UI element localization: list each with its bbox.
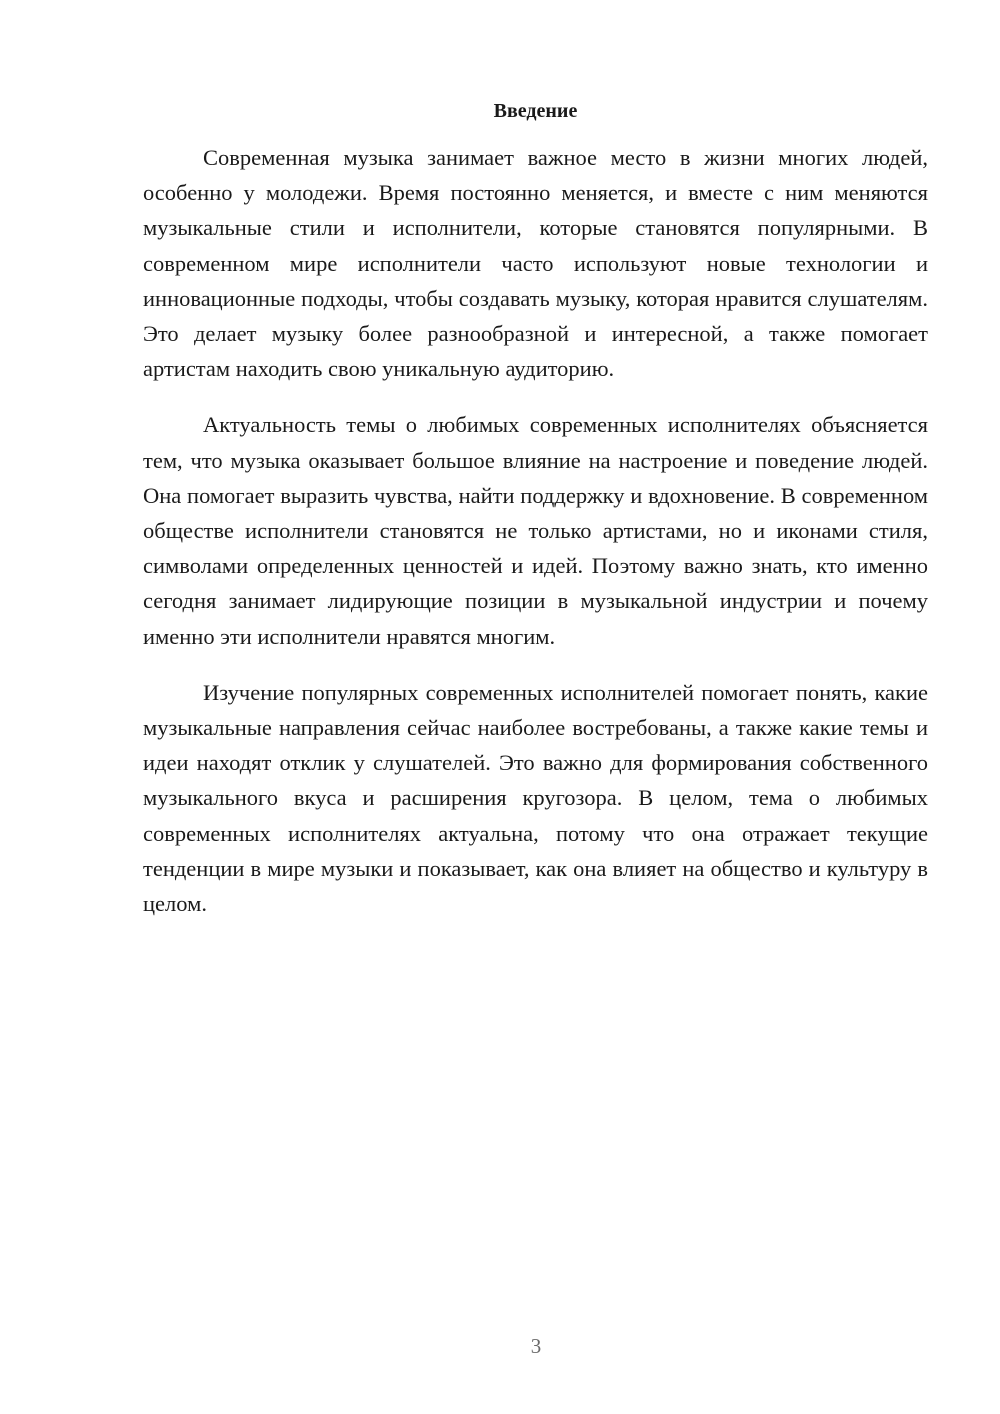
section-title: Введение — [493, 100, 578, 122]
paragraph-intro: Современная музыка занимает важное место в жизни многих людей, особенно у молодежи. Время постоянно меняется, и вместе с ним меняются музыкальные стили и исполнители, которые становятся популярными. В современном мире исполнители часто используют новые технологии и инновационные подходы, чтобы создавать музыку, которая нравится слушателям. Это делает музыку более разнообразной и интересной, а также помогает артистам находить свою уникальную аудиторию. — [143, 145, 928, 382]
paragraph-relevance: Актуальность темы о любимых современных исполнителях объясняется тем, что музыка оказывает большое влияние на настроение и поведение людей. Она помогает выразить чувства, найти поддержку и вдохновение. В современном обществе исполнители становятся не только артистами, но и иконами стиля, символами определенных ценностей и идей. Поэтому важно знать, кто именно сегодня занимает лидирующие позиции в музыкальной индустрии и почему именно эти исполнители нравятся многим. — [143, 412, 928, 649]
paragraph-study: Изучение популярных современных исполнителей помогает понять, какие музыкальные направления сейчас наиболее востребованы, а также какие темы и идеи находят отклик у слушателей. Это важно для формирования собственного музыкального вкуса и расширения кругозора. В целом, тема о любимых современных исполнителях актуальна, потому что она отражает текущие тенденции в мире музыки и показывает, как она влияет на общество и культуру в целом. — [143, 679, 928, 917]
page-number: 3 — [530, 1334, 542, 1358]
document-page — [143, 96, 928, 921]
